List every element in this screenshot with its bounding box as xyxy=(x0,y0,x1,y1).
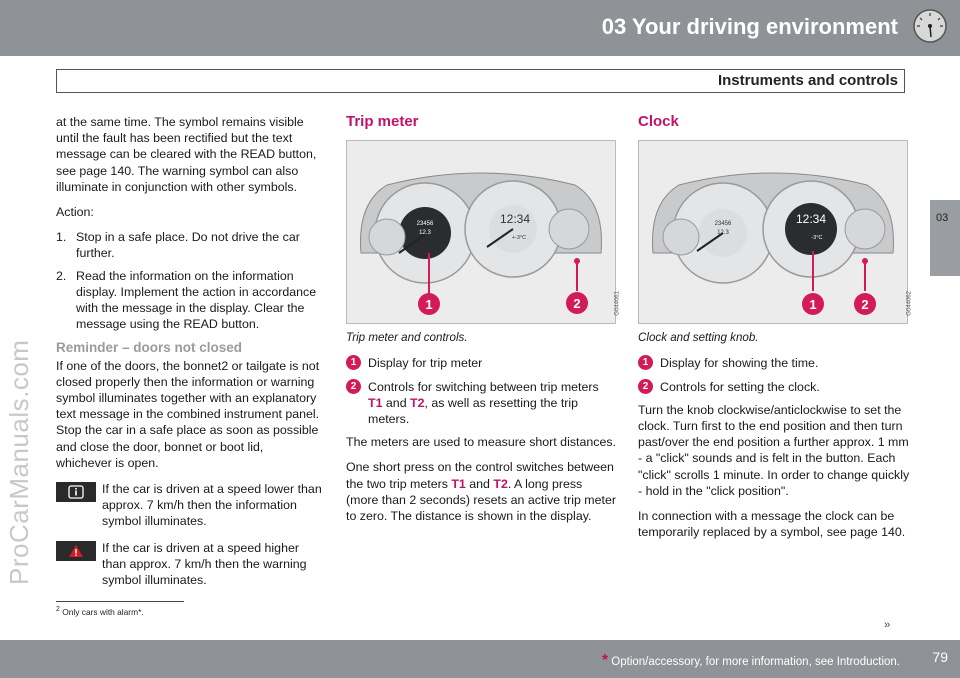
callout-1: 1 xyxy=(809,297,817,313)
chapter-title: 03 Your driving environment xyxy=(601,14,898,39)
section-title: Instruments and controls xyxy=(717,72,898,89)
trip-meter-caption: Trip meter and controls. xyxy=(346,331,468,345)
list-item xyxy=(638,379,910,395)
t2-label: T2 xyxy=(410,395,425,410)
para-text-c: . A long press (more than 2 seconds) resets an active trip meter to zero. The distance is shown in the display. xyxy=(346,476,616,524)
list-text: Display for showing the time. xyxy=(660,356,819,371)
callout-2: 2 xyxy=(573,296,581,312)
para-text-a: One short press on the control switches between the two trip meters xyxy=(346,460,614,491)
column-3 xyxy=(638,113,913,549)
footnote xyxy=(56,606,144,617)
list-text: Controls for setting the clock. xyxy=(660,379,820,394)
list-item xyxy=(56,229,322,261)
footer-star: * xyxy=(601,652,609,669)
t1-label: T1 xyxy=(368,395,383,410)
para-text-b: and xyxy=(465,476,494,491)
warning-symbol-icon xyxy=(56,541,96,561)
list-item xyxy=(638,355,910,371)
trip-meter-heading: Trip meter xyxy=(346,113,419,130)
list-number: 1. xyxy=(56,230,67,245)
list-text: Read the information on the information display. Implement the action in accordance with the message in the display. Clear the message using the READ button. xyxy=(76,268,317,332)
intro-paragraph: at the same time. The symbol remains visible until the fault has been rectified but the text message can be cleared with the READ button, see page 140. The warning symbol can also illuminate in conjunction with other symbols. xyxy=(56,115,317,194)
number-badge: 2 xyxy=(346,379,361,394)
trip-meter-figure xyxy=(346,140,621,324)
warning-symbol-row xyxy=(56,540,322,589)
info-symbol-row xyxy=(56,481,322,530)
trip-dial-trip: 12.3 xyxy=(419,230,431,237)
list-item xyxy=(346,379,616,428)
action-list xyxy=(56,229,322,332)
t2-label: T2 xyxy=(493,476,508,491)
figure-code: G044062 xyxy=(907,291,913,316)
trip-meter-para-1: The meters are used to measure short distances. xyxy=(346,435,616,450)
clock-dial-trip: 12.3 xyxy=(717,230,729,237)
callout-1: 1 xyxy=(425,297,433,313)
figure-code: G044061 xyxy=(615,291,621,316)
action-label: Action: xyxy=(56,205,94,220)
footnote-marker: 2 xyxy=(56,606,60,613)
list-number: 2. xyxy=(56,268,67,283)
number-badge: 1 xyxy=(346,355,361,370)
reminder-heading: Reminder – doors not closed xyxy=(56,340,243,356)
clock-dial-clock: 12:34 xyxy=(795,212,827,227)
trip-dial-temp: +-3°C xyxy=(511,235,527,242)
list-item xyxy=(56,268,322,333)
trip-meter-para-2 xyxy=(346,459,616,524)
clock-caption: Clock and setting knob. xyxy=(638,331,759,345)
footnote-text: Only cars with alarm*. xyxy=(62,606,144,617)
list-text-b: and xyxy=(382,395,411,410)
clock-heading: Clock xyxy=(638,113,679,130)
trip-dial-clock: 12:34 xyxy=(499,212,531,227)
info-symbol-text: If the car is driven at a speed lower than approx. 7 km/h then the information symbol illuminates. xyxy=(102,482,322,529)
clock-para-1: Turn the knob clockwise/anticlockwise to set the clock. Turn first to the end position and then turn past/over the end position a further approx. 1 mm - a "click" sounds and is felt in the button. Each "click" scrolls 1 minute. In order to change quickly - hold in the "click position". xyxy=(638,402,910,498)
section-header xyxy=(56,69,905,93)
page-number: 79 xyxy=(932,649,948,665)
list-text-a: Controls for switching between trip meters xyxy=(368,379,599,394)
clock-dial-temp: -3°C xyxy=(811,235,823,242)
speedometer-icon xyxy=(912,8,948,44)
column-2 xyxy=(346,113,621,533)
t1-label: T1 xyxy=(451,476,466,491)
number-badge: 1 xyxy=(638,355,653,370)
information-symbol-icon xyxy=(56,482,96,502)
number-badge: 2 xyxy=(638,379,653,394)
reminder-paragraph: If one of the doors, the bonnet2 or tailgate is not closed properly then the information or warning symbol illuminates together with an explanatory text message in the combined instrument panel. Stop the car in a safe place as soon as possible and close the door, bonnet or boot lid, whichever is open. xyxy=(56,358,320,470)
warning-symbol-text: If the car is driven at a speed higher than approx. 7 km/h then the warning symbol illuminates. xyxy=(102,540,307,588)
list-text-c: , as well as resetting the trip meters. xyxy=(368,395,579,427)
footnote-rule xyxy=(56,601,184,602)
footer-note-text: Option/accessory, for more information, see Introduction. xyxy=(608,656,900,668)
chapter-tab-label: 03 xyxy=(936,212,949,224)
column-1 xyxy=(56,114,322,596)
trip-dial-odometer: 23456 xyxy=(416,221,434,228)
callout-2: 2 xyxy=(861,297,869,313)
footer-note xyxy=(602,652,900,670)
clock-figure xyxy=(638,140,913,324)
list-text: Stop in a safe place. Do not drive the car further. xyxy=(76,230,300,261)
clock-dial-odometer: 23456 xyxy=(714,221,732,228)
clock-para-2: In connection with a message the clock can be temporarily replaced by a symbol, see page 140. xyxy=(638,509,906,540)
next-page-chevrons: ›› xyxy=(884,619,890,631)
list-text: Display for trip meter xyxy=(368,356,483,371)
list-item xyxy=(346,355,616,371)
watermark: ProCarManuals.com xyxy=(4,339,34,585)
